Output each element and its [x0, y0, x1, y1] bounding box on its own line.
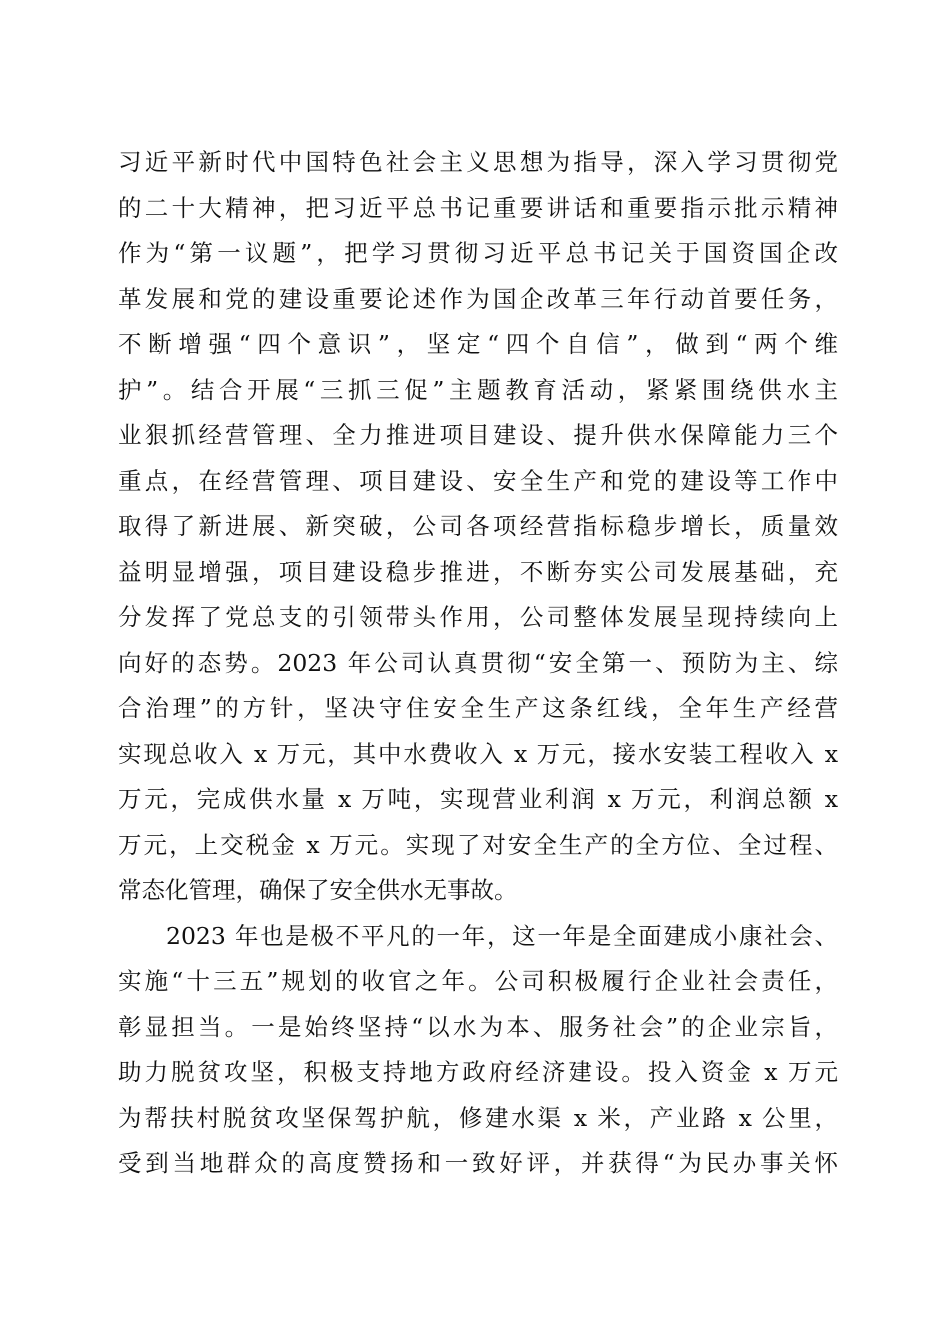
p1-line-9: 取得了新进展、新突破，公司各项经营指标稳步增长，质量效: [118, 512, 838, 540]
p1-line-3: 作为“第一议题”，把学习贯彻习近平总书记关于国资国企改: [118, 239, 838, 267]
p1-line-15: 万元，完成供水量 x 万吨，实现营业利润 x 万元，利润总额 x: [118, 785, 838, 813]
p1-line-2: 的二十大精神，把习近平总书记重要讲话和重要指示批示精神: [118, 193, 838, 222]
p1-line-13: 合治理”的方针，坚决守住安全生产这条红线，全年生产经营: [118, 694, 838, 722]
p1-line-10: 益明显增强，项目建设稳步推进，不断夯实公司发展基础，充: [118, 557, 838, 586]
p2-line-1: 2023 年也是极不平凡的一年，这一年是全面建成小康社会、: [166, 921, 838, 950]
p1-line-8: 重点，在经营管理、项目建设、安全生产和党的建设等工作中: [118, 466, 838, 495]
p1-line-4: 革发展和党的建设重要论述作为国企改革三年行动首要任务，: [118, 284, 838, 313]
body-text: [118, 140, 838, 1187]
p1-line-16: 万元，上交税金 x 万元。实现了对安全生产的全方位、全过程、: [118, 830, 838, 859]
p1-line-17: 常态化管理，确保了安全供水无事故。: [118, 876, 518, 904]
p2-line-3: 彰显担当。一是始终坚持“以水为本、服务社会”的企业宗旨，: [118, 1012, 838, 1041]
p2-line-6: 受到当地群众的高度赞扬和一致好评，并获得“为民办事关怀: [118, 1149, 838, 1177]
p1-line-6: 护”。结合开展“三抓三促”主题教育活动，紧紧围绕供水主: [118, 375, 838, 404]
p2-line-4: 助力脱贫攻坚，积极支持地方政府经济建设。投入资金 x 万元: [118, 1058, 838, 1086]
p2-line-5: 为帮扶村脱贫攻坚保驾护航，修建水渠 x 米，产业路 x 公里，: [118, 1103, 838, 1132]
p1-line-5: 不断增强“四个意识”，坚定“四个自信”，做到“两个维: [118, 330, 838, 358]
p1-line-1: 习近平新时代中国特色社会主义思想为指导，深入学习贯彻党: [118, 148, 838, 176]
p2-line-2: 实施“十三五”规划的收官之年。公司积极履行企业社会责任，: [118, 967, 838, 995]
p1-line-7: 业狠抓经营管理、全力推进项目建设、提升供水保障能力三个: [118, 421, 838, 449]
p1-line-14: 实现总收入 x 万元，其中水费收入 x 万元，接水安装工程收入 x: [118, 739, 838, 768]
p1-line-12: 向好的态势。2023 年公司认真贯彻“安全第一、预防为主、综: [118, 648, 838, 677]
p1-line-11: 分发挥了党总支的引领带头作用，公司整体发展呈现持续向上: [118, 603, 838, 631]
